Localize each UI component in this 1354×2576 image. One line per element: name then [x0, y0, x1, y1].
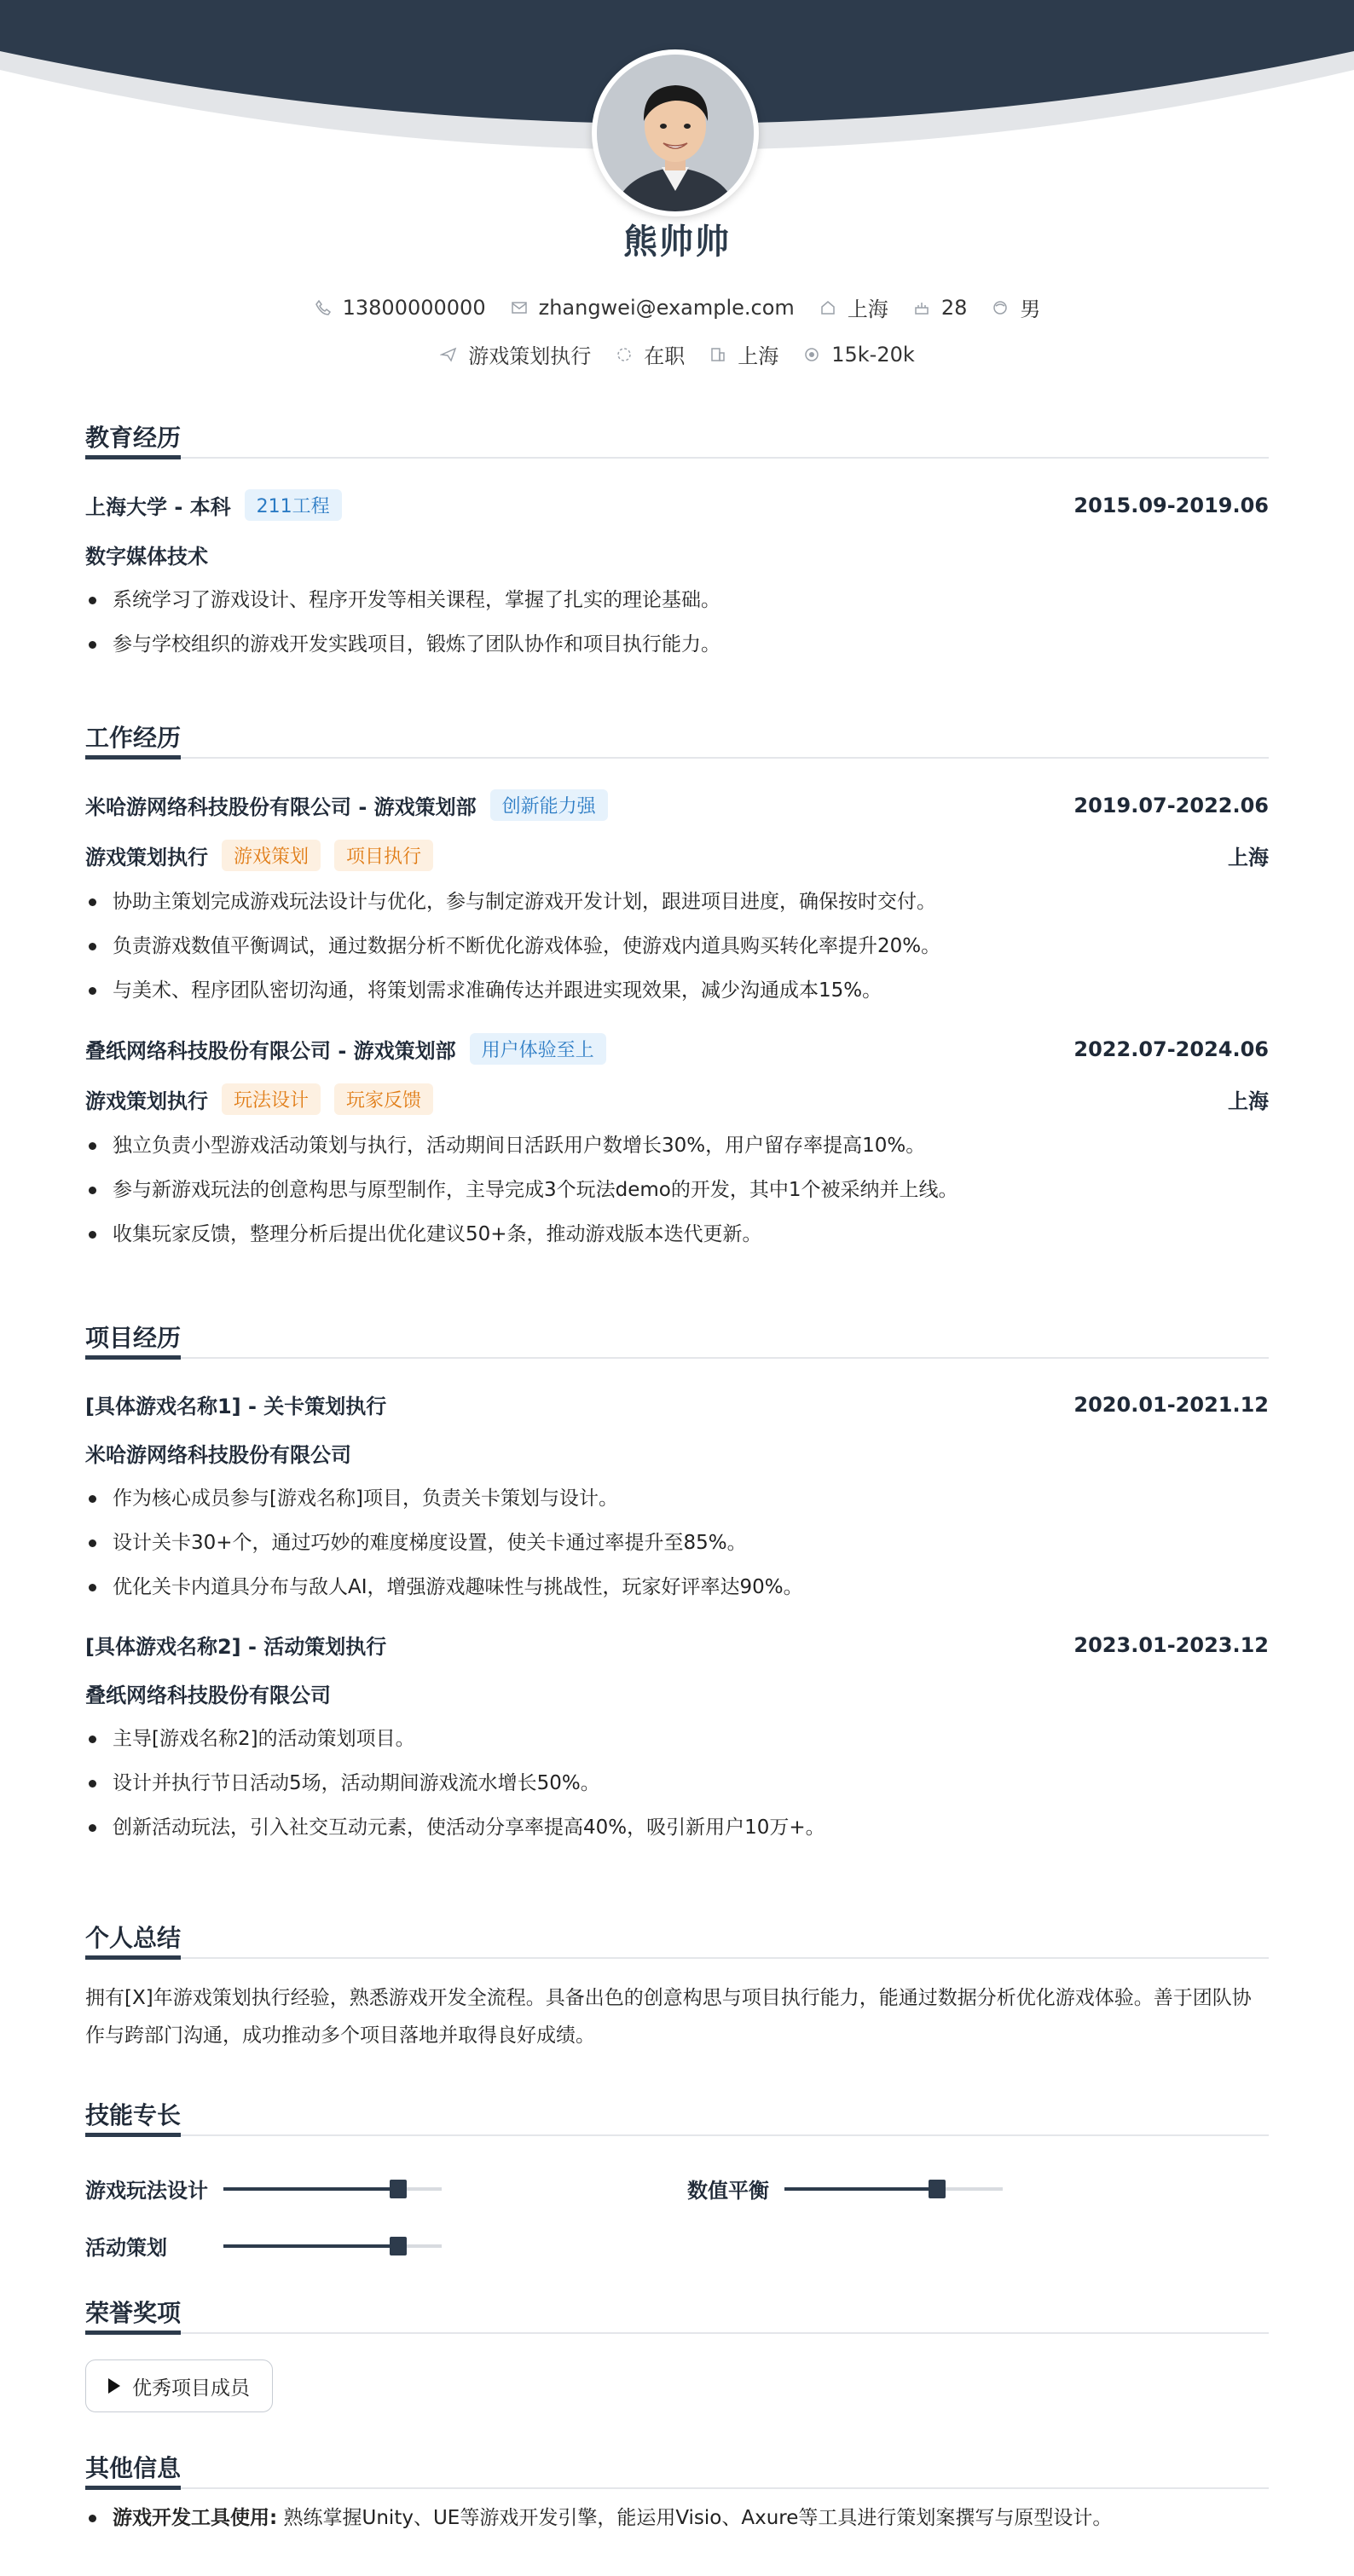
home-icon: [819, 298, 837, 317]
project-company: 米哈游网络科技股份有限公司: [85, 1443, 351, 1467]
awards-section: [85, 2296, 1269, 2412]
project-bullets: [85, 1717, 1269, 1850]
award-label: 优秀项目成员: [132, 2377, 250, 2400]
education-period: 2015.09-2019.06: [1073, 493, 1269, 517]
section-title: 项目经历: [85, 1321, 1269, 1359]
skill-tag: 项目执行: [334, 840, 433, 871]
target-city-value: 上海: [738, 344, 779, 368]
school-name: 上海大学 - 本科: [85, 495, 231, 519]
list-item: 参与新游戏玩法的创意构思与原型制作，主导完成3个玩法demo的开发，其中1个被采纳并上线。: [85, 1168, 1269, 1212]
phone-item: [314, 296, 486, 320]
list-item: 协助主策划完成游戏玩法设计与优化，参与制定游戏开发计划，跟进项目进度，确保按时交付。: [85, 880, 1269, 924]
other-section: [85, 2452, 1269, 2540]
skill-tag: 游戏策划: [222, 840, 321, 871]
age-value: 28: [940, 295, 968, 320]
target-city-item: [709, 339, 778, 369]
project-company: 叠纸网络科技股份有限公司: [85, 1684, 331, 1707]
job-role: 游戏策划执行: [85, 1089, 208, 1113]
gender-item: [991, 292, 1040, 322]
list-item: 与美术、程序团队密切沟通，将策划需求准确传达并跟进实现效果，减少沟通成本15%。: [85, 968, 1269, 1013]
projects-section: [85, 1321, 1269, 1850]
list-item: 设计并执行节日活动5场，活动期间游戏流水增长50%。: [85, 1761, 1269, 1805]
award-item: [85, 2359, 273, 2412]
company-name: 叠纸网络科技股份有限公司 - 游戏策划部: [85, 1039, 456, 1063]
job-role: 游戏策划执行: [85, 846, 208, 869]
skill-name: 游戏玩法设计: [85, 2179, 208, 2203]
email-item: [510, 296, 795, 320]
section-title: 工作经历: [85, 721, 1269, 759]
email-value: zhangwei@example.com: [538, 295, 795, 320]
summary-section: [85, 1921, 1269, 2054]
project-header: [85, 1630, 1269, 1660]
skill-knob: [390, 2237, 407, 2255]
age-item: [912, 296, 968, 320]
other-bullets: [85, 2496, 1269, 2540]
job-location: 上海: [1228, 846, 1269, 869]
skill-tag: 玩家反馈: [334, 1083, 433, 1115]
list-item: 主导[游戏名称2]的活动策划项目。: [85, 1717, 1269, 1761]
work-section: [85, 721, 1269, 1256]
contact-row: [0, 292, 1354, 322]
education-section: [85, 421, 1269, 667]
list-item: 参与学校组织的游戏开发实践项目，锻炼了团队协作和项目执行能力。: [85, 622, 1269, 667]
phone-value: 13800000000: [342, 295, 486, 320]
job-header: [85, 789, 1269, 821]
triangle-icon: [108, 2378, 120, 2394]
job-target-value: 游戏策划执行: [468, 344, 592, 368]
list-item: 作为核心成员参与[游戏名称]项目，负责关卡策划与设计。: [85, 1476, 1269, 1521]
job-header: [85, 1033, 1269, 1065]
job-bullets: [85, 1123, 1269, 1256]
mail-icon: [510, 298, 529, 317]
project-name: [具体游戏名称1] - 关卡策划执行: [85, 1395, 387, 1418]
other-text: 熟练掌握Unity、UE等游戏开发引擎，能运用Visio、Axure等工具进行策划案撰写与原型设计。: [283, 2507, 1113, 2529]
job-bullets: [85, 880, 1269, 1013]
list-item: 创新活动玩法，引入社交互动元素，使活动分享率提高40%，吸引新用户10万+。: [85, 1805, 1269, 1850]
project-company-row: [85, 1678, 1269, 1708]
summary-text: 拥有[X]年游戏策划执行经验，熟悉游戏开发全流程。具备出色的创意构思与项目执行能力，能通过数据分析优化游戏体验。善于团队协作与跨部门沟通，成功推动多个项目落地并取得良好成绩。: [85, 1987, 1252, 2047]
loader-icon: [615, 345, 634, 364]
section-title: 其他信息: [85, 2452, 1269, 2489]
skill-bar: [223, 2244, 442, 2248]
city-value: 上海: [847, 297, 888, 321]
company-name: 米哈游网络科技股份有限公司 - 游戏策划部: [85, 795, 477, 819]
gender-icon: [991, 298, 1010, 317]
salary-value: 15k-20k: [831, 342, 915, 367]
list-item: 系统学习了游戏设计、程序开发等相关课程，掌握了扎实的理论基础。: [85, 578, 1269, 622]
list-item: 负责游戏数值平衡调试，通过数据分析不断优化游戏体验，使游戏内道具购买转化率提升20%。: [85, 924, 1269, 968]
project-header: [85, 1389, 1269, 1419]
job-period: 2022.07-2024.06: [1073, 1037, 1269, 1061]
building-icon: [709, 345, 727, 364]
skill-name: 活动策划: [85, 2236, 167, 2260]
skill-item: [85, 2174, 442, 2203]
skills-section: [85, 2099, 1269, 2136]
status-item: [615, 339, 685, 369]
education-bullets: [85, 578, 1269, 667]
list-item: 设计关卡30+个，通过巧妙的难度梯度设置，使关卡通过率提升至85%。: [85, 1521, 1269, 1565]
project-company-row: [85, 1438, 1269, 1468]
phone-icon: [314, 298, 333, 317]
school-tag: 211工程: [245, 489, 342, 521]
skill-fill: [784, 2187, 937, 2191]
skill-bar: [784, 2187, 1003, 2191]
list-item: 独立负责小型游戏活动策划与执行，活动期间日活跃用户数增长30%，用户留存率提高10%。: [85, 1123, 1269, 1168]
project-period: 2020.01-2021.12: [1073, 1392, 1269, 1417]
job-target-item: [439, 339, 591, 369]
job-location: 上海: [1228, 1089, 1269, 1113]
skill-knob: [390, 2180, 407, 2198]
job-intent-row: [0, 339, 1354, 369]
section-title: 个人总结: [85, 1921, 1269, 1959]
skill-item: [687, 2174, 1003, 2203]
avatar: [592, 49, 759, 217]
other-label: 游戏开发工具使用:: [113, 2507, 278, 2529]
send-icon: [439, 345, 458, 364]
cake-icon: [912, 298, 931, 317]
skill-name: 数值平衡: [687, 2179, 769, 2203]
list-item: [85, 2496, 1269, 2540]
section-title: 荣誉奖项: [85, 2296, 1269, 2334]
gender-value: 男: [1020, 297, 1041, 321]
skill-tag: 玩法设计: [222, 1083, 321, 1115]
section-title: 技能专长: [85, 2099, 1269, 2136]
major-name: 数字媒体技术: [85, 545, 208, 569]
skill-knob: [929, 2180, 946, 2198]
job-period: 2019.07-2022.06: [1073, 793, 1269, 817]
skill-item: [85, 2231, 442, 2261]
city-item: [819, 292, 888, 322]
salary-item: [802, 343, 915, 367]
project-name: [具体游戏名称2] - 活动策划执行: [85, 1635, 387, 1659]
status-value: 在职: [644, 344, 686, 368]
project-bullets: [85, 1476, 1269, 1609]
skill-bar: [223, 2187, 442, 2191]
major-row: [85, 540, 1269, 569]
skill-fill: [223, 2187, 398, 2191]
project-period: 2023.01-2023.12: [1073, 1632, 1269, 1657]
section-title: 教育经历: [85, 421, 1269, 459]
list-item: 优化关卡内道具分布与敌人AI，增强游戏趣味性与挑战性，玩家好评率达90%。: [85, 1565, 1269, 1609]
coin-icon: [802, 345, 821, 364]
skill-fill: [223, 2244, 398, 2248]
candidate-name: 熊帅帅: [623, 222, 731, 262]
education-header: [85, 489, 1269, 521]
job-role-row: [85, 1083, 1269, 1115]
list-item: 收集玩家反馈，整理分析后提出优化建议50+条，推动游戏版本迭代更新。: [85, 1212, 1269, 1256]
job-role-row: [85, 840, 1269, 871]
company-tag: 用户体验至上: [470, 1033, 606, 1065]
company-tag: 创新能力强: [490, 789, 608, 821]
